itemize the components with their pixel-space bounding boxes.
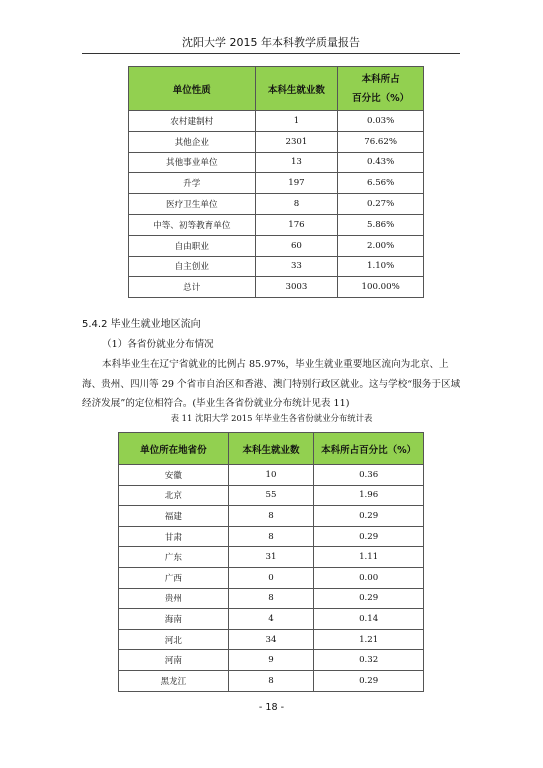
table-cell: 2301 [255, 131, 338, 152]
table-row [119, 588, 424, 609]
table-row [129, 214, 424, 235]
body-paragraph: 本科毕业生在辽宁省就业的比例占 85.97%，毕业生就业重要地区流向为北京、上海、贵州、四川等 29 个省市自治区和香港、澳门特别行政区就业。这与学校“服务于区域经济发展”的定位相符合。(毕业生各省份就业分布统计见表 11) [82, 359, 461, 409]
table-cell: 黑龙江 [119, 670, 229, 691]
table-cell: 其他事业单位 [129, 152, 256, 173]
table-cell: 河北 [119, 629, 229, 650]
table-cell: 176 [255, 214, 338, 235]
table-row [119, 465, 424, 486]
table-row [129, 131, 424, 152]
table-cell: 广西 [119, 567, 229, 588]
table-cell: 33 [255, 256, 338, 277]
page-number: - 18 - [258, 702, 285, 713]
table-row [129, 256, 424, 277]
table-row [129, 152, 424, 173]
table-cell: 福建 [119, 506, 229, 527]
table-row [129, 111, 424, 132]
table-cell: 8 [228, 588, 314, 609]
table-cell: 1 [255, 111, 338, 132]
table-row [119, 629, 424, 650]
table-cell: 2.00% [338, 235, 424, 256]
table-cell: 5.86% [338, 214, 424, 235]
table-cell: 海南 [119, 609, 229, 630]
table-cell: 0 [228, 567, 314, 588]
table-cell: 0.00 [314, 567, 424, 588]
table-row [119, 506, 424, 527]
table-cell: 河南 [119, 650, 229, 671]
table-cell: 0.29 [314, 670, 424, 691]
table-cell: 6.56% [338, 173, 424, 194]
employment-by-province-table [118, 432, 424, 692]
column-header: 本科生就业数 [228, 433, 314, 465]
table-cell: 4 [228, 609, 314, 630]
table-cell: 1.21 [314, 629, 424, 650]
table-cell: 农村建制村 [129, 111, 256, 132]
table-cell: 总计 [129, 277, 256, 298]
table-cell: 8 [228, 526, 314, 547]
table-cell: 8 [255, 194, 338, 215]
column-header: 本科生就业数 [255, 67, 338, 111]
table-cell: 1.11 [314, 547, 424, 568]
table-cell: 100.00% [338, 277, 424, 298]
table-row [129, 173, 424, 194]
table-cell: 76.62% [338, 131, 424, 152]
table-cell: 34 [228, 629, 314, 650]
table-cell: 0.43% [338, 152, 424, 173]
table-cell: 10 [228, 465, 314, 486]
table-cell: 0.36 [314, 465, 424, 486]
table-cell: 3003 [255, 277, 338, 298]
table-cell: 0.29 [314, 588, 424, 609]
table-cell: 55 [228, 485, 314, 506]
table-cell: 0.32 [314, 650, 424, 671]
table-row [119, 567, 424, 588]
table-cell: 0.03% [338, 111, 424, 132]
table-caption: 表 11 沈阳大学 2015 年毕业生各省份就业分布统计表 [170, 413, 373, 423]
table-cell: 0.29 [314, 526, 424, 547]
table-row [119, 670, 424, 691]
column-header: 单位所在地省份 [119, 433, 229, 465]
table-cell: 197 [255, 173, 338, 194]
table-cell: 中等、初等教育单位 [129, 214, 256, 235]
table-cell: 贵州 [119, 588, 229, 609]
table-cell: 升学 [129, 173, 256, 194]
table-row [119, 547, 424, 568]
section-heading: 5.4.2 毕业生就业地区流向 [82, 319, 201, 330]
table-cell: 0.27% [338, 194, 424, 215]
table-header-row [119, 433, 424, 465]
column-header: 本科所占 百分比（%） [338, 67, 424, 111]
table-cell: 广东 [119, 547, 229, 568]
table-row [129, 194, 424, 215]
table-cell: 1.96 [314, 485, 424, 506]
table-row [119, 650, 424, 671]
table-cell: 安徽 [119, 465, 229, 486]
table-cell: 9 [228, 650, 314, 671]
table-cell: 0.29 [314, 506, 424, 527]
employment-by-unit-type-table [128, 66, 424, 298]
subheading: （1）各省份就业分布情况 [102, 339, 214, 350]
table-row [129, 235, 424, 256]
table-cell: 8 [228, 670, 314, 691]
table-cell: 自由职业 [129, 235, 256, 256]
column-header: 单位性质 [129, 67, 256, 111]
column-header: 本科所占百分比（%） [314, 433, 424, 465]
table-cell: 0.14 [314, 609, 424, 630]
table-cell: 医疗卫生单位 [129, 194, 256, 215]
table-cell: 8 [228, 506, 314, 527]
table-cell: 其他企业 [129, 131, 256, 152]
table-cell: 13 [255, 152, 338, 173]
table-header-row [129, 67, 424, 111]
table-cell: 60 [255, 235, 338, 256]
page-header: 沈阳大学 2015 年本科教学质量报告 [82, 34, 460, 54]
table-cell: 甘肃 [119, 526, 229, 547]
table-row [119, 485, 424, 506]
table-cell: 31 [228, 547, 314, 568]
table-row [129, 277, 424, 298]
table-row [119, 609, 424, 630]
table-cell: 北京 [119, 485, 229, 506]
table-row [119, 526, 424, 547]
table-cell: 1.10% [338, 256, 424, 277]
table-cell: 自主创业 [129, 256, 256, 277]
